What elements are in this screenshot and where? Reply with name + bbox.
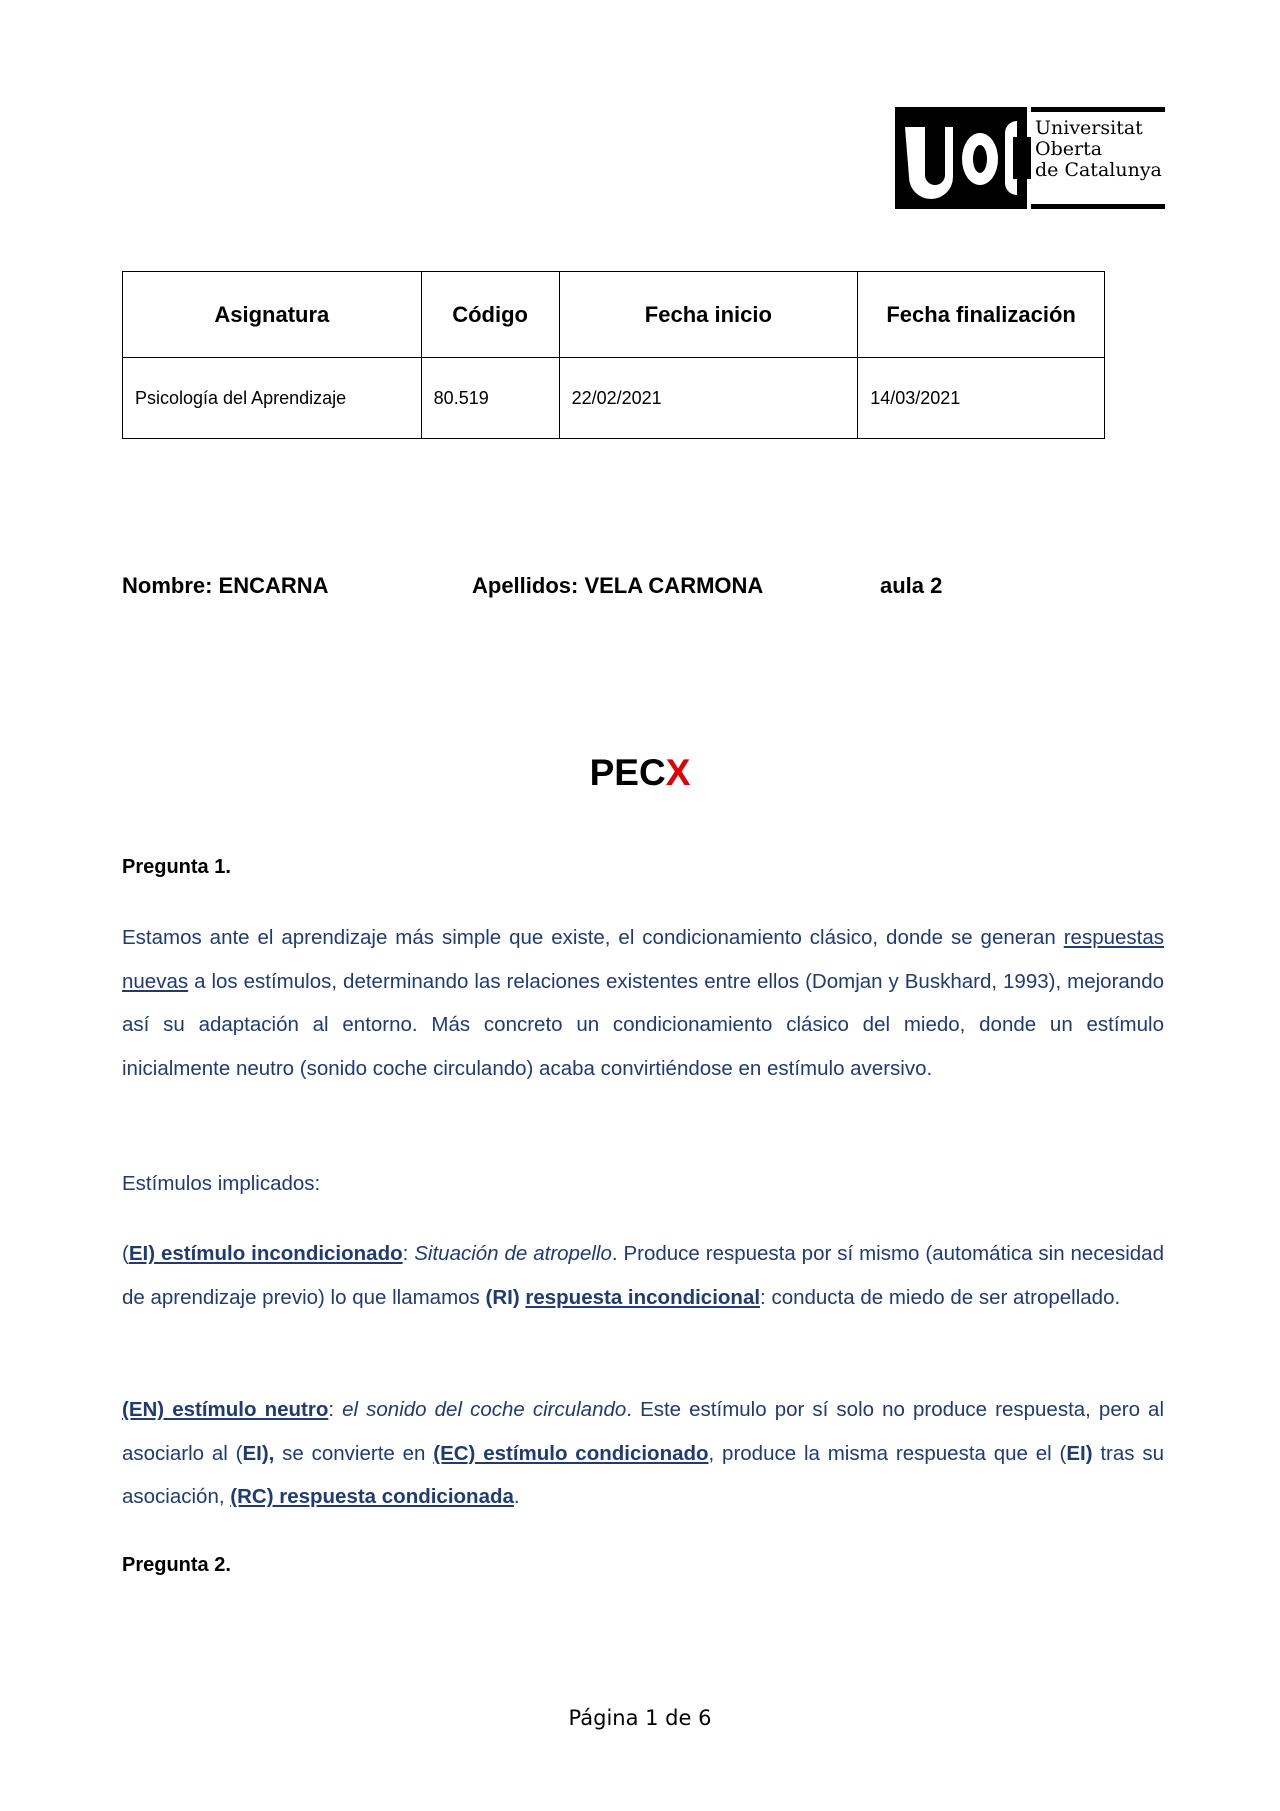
header-fecha-inicio: Fecha inicio [559, 272, 858, 358]
course-info-table [122, 271, 1105, 439]
header-fecha-finalizacion: Fecha finalización [858, 272, 1105, 358]
header-asignatura: Asignatura [123, 272, 422, 358]
q1-paragraph-2: Estímulos implicados: [122, 1172, 321, 1195]
question-2-heading: Pregunta 2. [122, 1554, 231, 1576]
student-apellidos: Apellidos: VELA CARMONA [472, 573, 764, 598]
student-nombre: Nombre: ENCARNA [122, 573, 329, 598]
q1-paragraph-1: Estamos ante el aprendizaje más simple que existe, el condicionamiento clásico, donde se generan respuestas nuevas a los estímulos, determinando las relaciones existentes entre ellos (Domjan y Buskhard, 1993), mejorando así su adaptación al entorno. Más concreto un condicionamiento clásico del miedo, donde un estímulo inicialmente neutro (sonido coche circulando) acaba convirtiéndose en estímulo aversivo. [122, 926, 1164, 1080]
logo-line-1: Universitat [1035, 117, 1143, 139]
cell-fecha-inicio: 22/02/2021 [559, 358, 858, 439]
cell-codigo: 80.519 [421, 358, 559, 439]
logo-line-2: Oberta [1035, 138, 1103, 160]
document-title [0, 752, 1280, 794]
cell-fecha-finalizacion: 14/03/2021 [858, 358, 1105, 439]
page-number: Página 1 de 6 [568, 1706, 712, 1730]
q1-paragraph-4: (EN) estímulo neutro: el sonido del coche circulando. Este estímulo por sí solo no produce respuesta, pero al asociarlo al (EI), se convierte en (EC) estímulo condicionado, produce la misma respuesta que el (EI) tras su asociación, (RC) respuesta condicionada. [122, 1398, 1164, 1508]
question-1-heading: Pregunta 1. [122, 856, 231, 878]
cell-asignatura: Psicología del Aprendizaje [123, 358, 422, 439]
logo-line-3: de Catalunya [1035, 159, 1162, 181]
table-header-row [123, 272, 1105, 358]
q1-paragraph-3: (EI) estímulo incondicionado: Situación de atropello. Produce respuesta por sí mismo (automática sin necesidad de aprendizaje previo) lo que llamamos (RI) respuesta incondicional: conducta de miedo de ser atropellado. [122, 1242, 1164, 1309]
title-main: PEC [589, 752, 666, 793]
student-aula: aula 2 [880, 573, 943, 598]
table-row [123, 358, 1105, 439]
header-codigo: Código [421, 272, 559, 358]
title-accent: X [665, 752, 691, 793]
uoc-logo-text [1035, 118, 1162, 181]
